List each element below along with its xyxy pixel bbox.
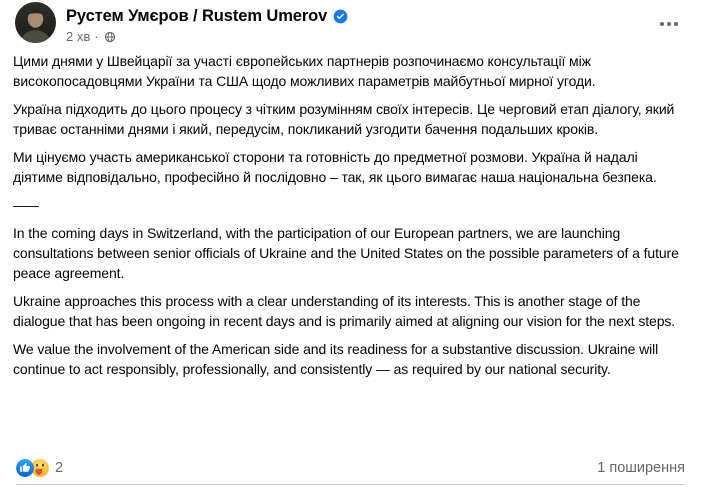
- post-meta: [66, 29, 653, 44]
- post-footer: [0, 454, 701, 487]
- header-text: [66, 2, 653, 44]
- avatar-photo: [15, 2, 56, 43]
- globe-public-icon: [104, 31, 116, 43]
- language-separator: ——: [13, 197, 37, 213]
- timestamp[interactable]: 2 хв: [66, 29, 91, 44]
- share-count[interactable]: 1 поширення: [597, 460, 685, 476]
- post-text: [0, 44, 701, 379]
- meta-separator: ·: [94, 29, 99, 44]
- post-paragraph-en-1: In the coming days in Switzerland, with the participation of our European partners, we are launching consultations between senior officials of Ukraine and the United States on the possible parameters of a future peace agreement.: [13, 225, 679, 281]
- reactions-summary[interactable]: [16, 459, 63, 477]
- verified-badge-icon: [333, 9, 348, 24]
- post-paragraph-en-3: We value the involvement of the American side and its readiness for a substantive discussion. Ukraine will continue to act responsibly, professionally, and consistently — as required by our national security.: [13, 341, 659, 377]
- post-paragraph-ua-1: Цими днями у Швейцарії за участі європейських партнерів розпочинаємо консультації між високопосадовцями України та США щодо можливих параметрів майбутньої мирної угоди.: [13, 53, 596, 89]
- ellipsis-dot: [660, 22, 664, 26]
- like-reaction-icon: [16, 459, 34, 477]
- post-paragraph-ua-2: Україна підходить до цього процесу з чітким розумінням своїх інтересів. Це черговий етап діалогу, який триває останніми днями і який, передусім, покликаний узгодити бачення подальших кроків.: [13, 101, 675, 137]
- reaction-count[interactable]: 2: [55, 460, 64, 476]
- post-paragraph-ua-3: Ми цінуємо участь американської сторони та готовність до предметної розмови. Україна й надалі діятиме відповідально, професійно й послідовно – так, як цього вимагає наша національна безпека.: [13, 149, 657, 185]
- ellipsis-dot: [674, 22, 678, 26]
- more-options-button[interactable]: [653, 8, 685, 40]
- post-header: [0, 0, 701, 44]
- avatar[interactable]: [15, 2, 56, 43]
- footer-divider: [16, 484, 685, 485]
- author-name[interactable]: Рустем Умєров / Rustem Umerov: [66, 7, 328, 25]
- post-paragraph-en-2: Ukraine approaches this process with a clear understanding of its interests. This is another stage of the dialogue that has been ongoing in recent days and is primarily aimed at aligning our vision for the next steps.: [13, 293, 676, 329]
- ellipsis-dot: [667, 22, 671, 26]
